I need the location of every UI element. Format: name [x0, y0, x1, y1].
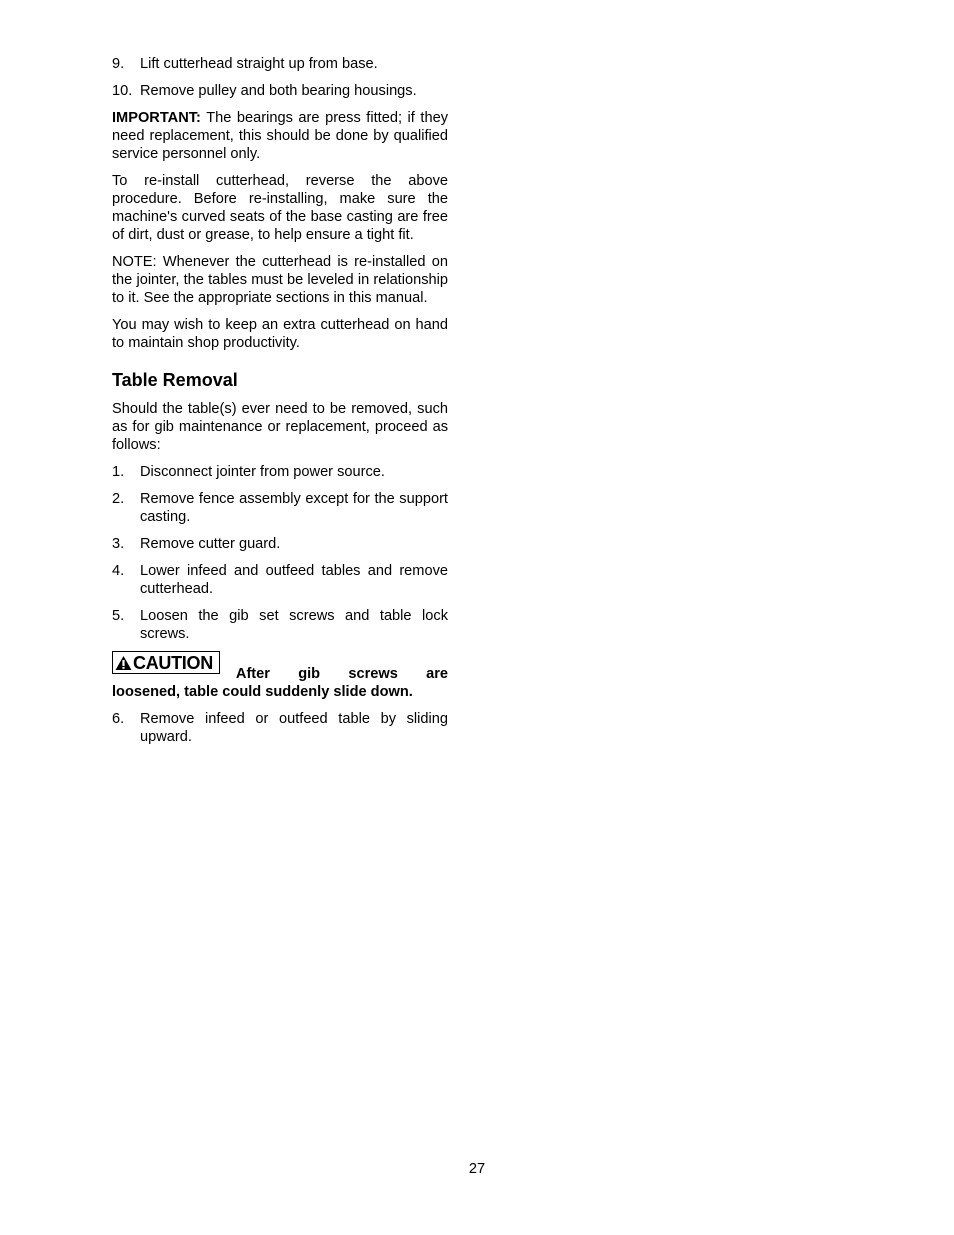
important-label: IMPORTANT:: [112, 110, 201, 126]
table-removal-intro: Should the table(s) ever need to be removed, such as for gib maintenance or replacement, proceed as follows:: [112, 401, 448, 453]
important-paragraph: [112, 109, 448, 163]
warning-triangle-icon: [115, 655, 132, 671]
step-text: Remove pulley and both bearing housings.: [140, 83, 417, 99]
step-text: Lower infeed and outfeed tables and remove cutterhead.: [140, 563, 448, 597]
step-number: 3.: [112, 536, 125, 552]
step-text: Remove fence assembly except for the support casting.: [140, 491, 448, 525]
list-item: [112, 562, 448, 598]
page-number: 27: [468, 1161, 486, 1177]
section-title-table-removal: Table Removal: [112, 370, 238, 390]
step-number: 6.: [112, 711, 125, 727]
caution-text-line2: loosened, table could suddenly slide down.: [112, 684, 413, 700]
caution-notice: [112, 654, 448, 701]
step-number: 9.: [112, 56, 125, 72]
step-number: 1.: [112, 464, 125, 480]
step-text: Loosen the gib set screws and table lock screws.: [140, 608, 448, 642]
list-item: [112, 535, 448, 553]
step-text: Lift cutterhead straight up from base.: [140, 56, 378, 72]
important-text: The bearings are press fitted; if they need replacement, this should be done by qualified service personnel only.: [112, 110, 448, 162]
list-item: [112, 463, 448, 481]
note-paragraph: NOTE: Whenever the cutterhead is re-installed on the jointer, the tables must be leveled in relationship to it. See the appropriate sections in this manual.: [112, 254, 448, 306]
list-item: [112, 82, 448, 100]
caution-label: CAUTION: [133, 652, 213, 673]
list-item: [112, 55, 448, 73]
list-item: [112, 490, 448, 526]
list-item: [112, 607, 448, 643]
list-item: [112, 710, 448, 746]
step-number: 4.: [112, 563, 125, 579]
caution-badge: [112, 651, 220, 674]
extra-cutterhead-paragraph: You may wish to keep an extra cutterhead on hand to maintain shop productivity.: [112, 317, 448, 351]
step-number: 5.: [112, 608, 125, 624]
reinstall-paragraph: To re-install cutterhead, reverse the above procedure. Before re-installing, make sure the machine's curved seats of the base casting are free of dirt, dust or grease, to help ensure a tight fit.: [112, 173, 448, 243]
step-text: Remove cutter guard.: [140, 536, 281, 552]
step-text: Disconnect jointer from power source.: [140, 464, 385, 480]
caution-text-line1: After gib screws are: [235, 666, 448, 682]
step-number: 10.: [112, 83, 133, 99]
step-text: Remove infeed or outfeed table by sliding upward.: [140, 711, 448, 745]
step-number: 2.: [112, 491, 125, 507]
manual-column: [112, 55, 448, 755]
